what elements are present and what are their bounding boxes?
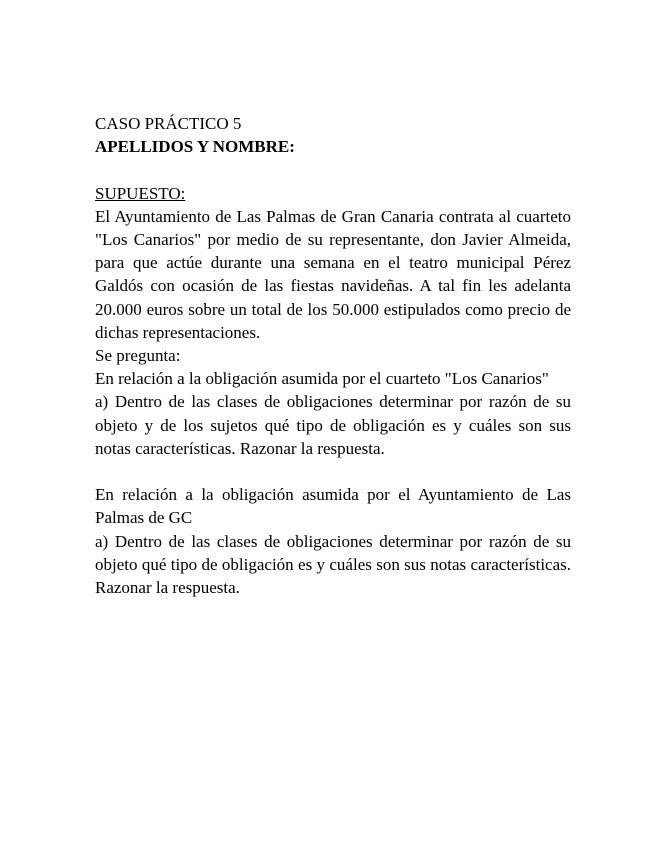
section1-intro: En relación a la obligación asumida por el cuarteto "Los Canarios" xyxy=(95,369,549,389)
section2-intro: En relación a la obligación asumida por el Ayuntamiento de Las Palmas de GC xyxy=(95,485,571,528)
section2-question: a) Dentro de las clases de obligaciones determinar por razón de su objeto qué tipo de obligación es y cuáles son sus notas características. Razonar la respuesta. xyxy=(95,531,571,598)
name-label: APELLIDOS Y NOMBRE: xyxy=(95,137,295,157)
scenario-heading: SUPUESTO: xyxy=(95,183,186,203)
spacer xyxy=(95,460,571,483)
case-title: CASO PRÁCTICO 5 xyxy=(95,114,242,133)
spacer xyxy=(95,158,571,181)
document-body xyxy=(95,112,571,599)
question-intro: Se pregunta: xyxy=(95,346,181,366)
section1-question: a) Dentro de las clases de obligaciones determinar por razón de su objeto y de los sujetos qué tipo de obligación es y cuáles son sus notas características. Razonar la respuesta. xyxy=(95,392,571,458)
scenario-text: El Ayuntamiento de Las Palmas de Gran Canaria contrata al cuarteto "Los Canarios" por medio de su representante, don Javier Almeida, para que actúe durante una semana en el teatro municipal Pérez Galdós con ocasión de las fiestas navideñas. A tal fin les adelanta 20.000 euros sobre un total de los 50.000 estipulados como precio de dichas representaciones. xyxy=(95,206,571,342)
